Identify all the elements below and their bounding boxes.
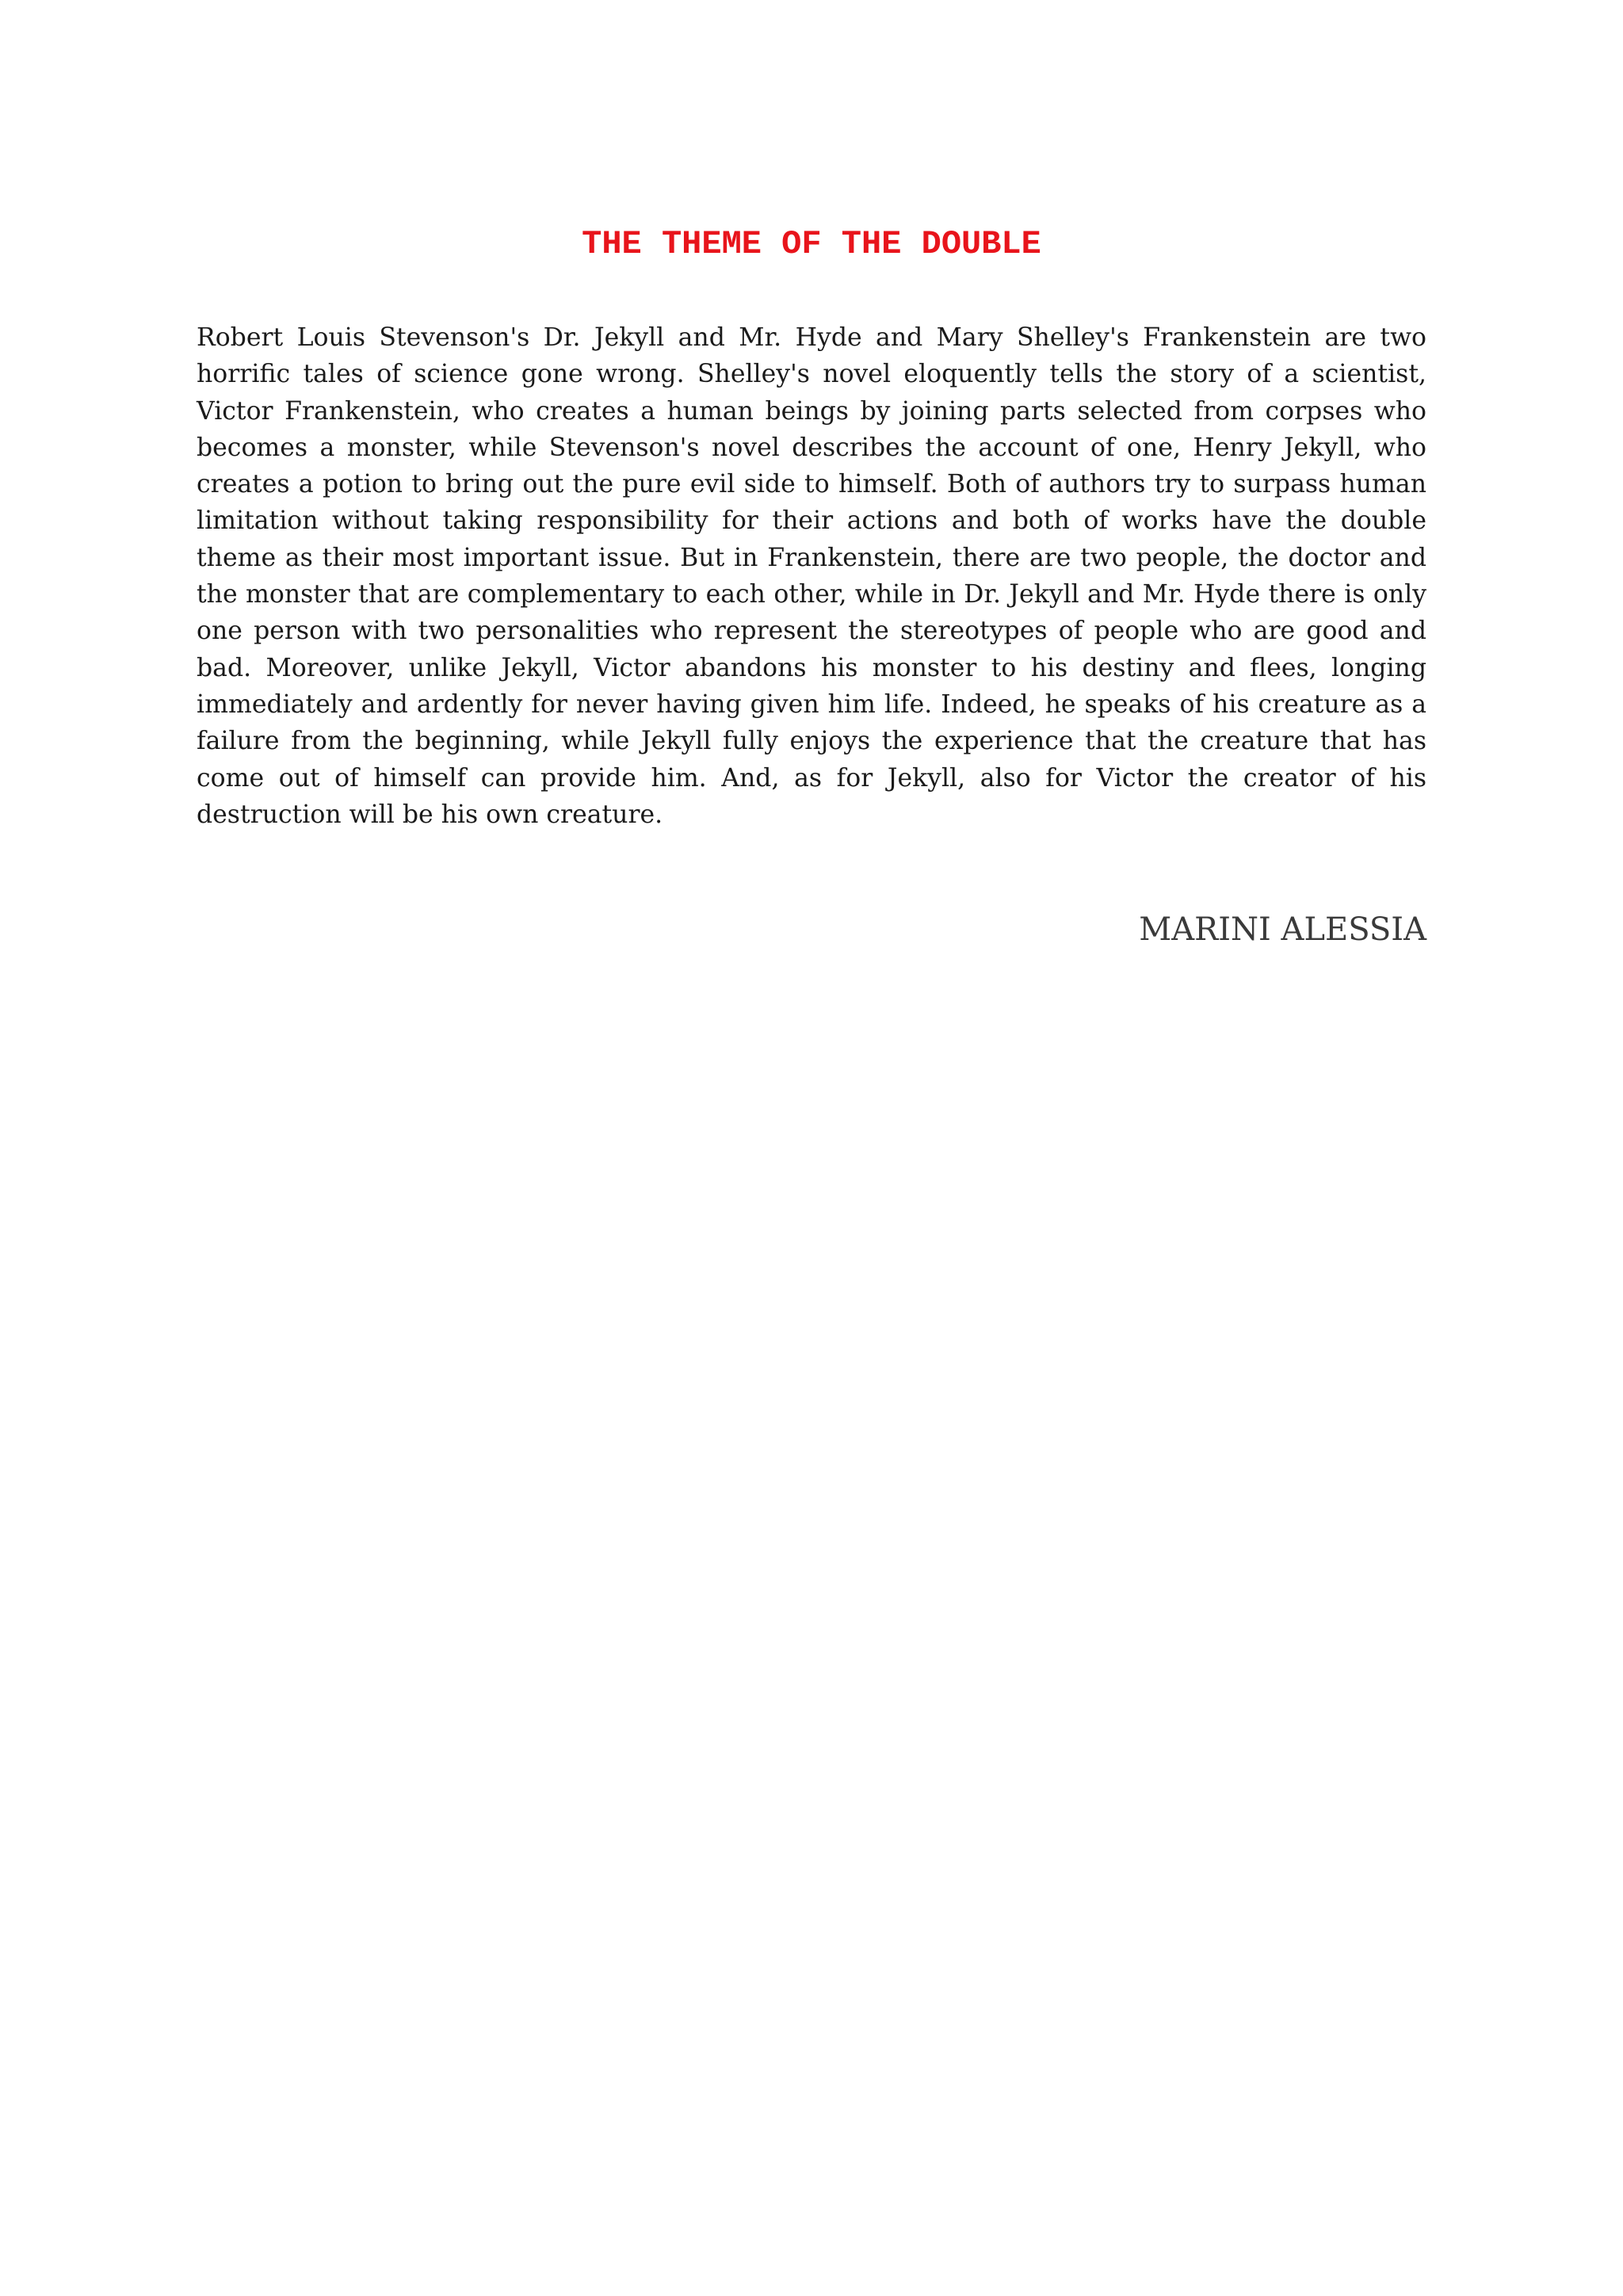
body-paragraph: Robert Louis Stevenson's Dr. Jekyll and Mr. Hyde and Mary Shelley's Frankenstein are two horrific tales of science gone wrong. Shelley's novel eloquently tells the story of a scientist, Victor Frankenstein, who creates a human beings by joining parts selected from corpses who becomes a monster, while Stevenson's novel describes the account of one, Henry Jekyll, who creates a potion to bring out the pure evil side to himself. Both of authors try to surpass human limitation without taking responsibility for their actions and both of works have the double theme as their most important issue. But in Frankenstein, there are two people, the doctor and the monster that are complementary to each other, while in Dr. Jekyll and Mr. Hyde there is only one person with two personalities who represent the stereotypes of people who are good and bad. Moreover, unlike Jekyll, Victor abandons his monster to his destiny and flees, longing immediately and ardently for never having given him life. Indeed, he speaks of his creature as a failure from the beginning, while Jekyll fully enjoys the experience that the creature that has come out of himself can provide him. And, as for Jekyll, also for Victor the creator of his destruction will be his own creature. [197,323,1426,829]
document-title: THE THEME OF THE DOUBLE [582,225,1041,263]
author-name: MARINI ALESSIA [1139,911,1426,948]
